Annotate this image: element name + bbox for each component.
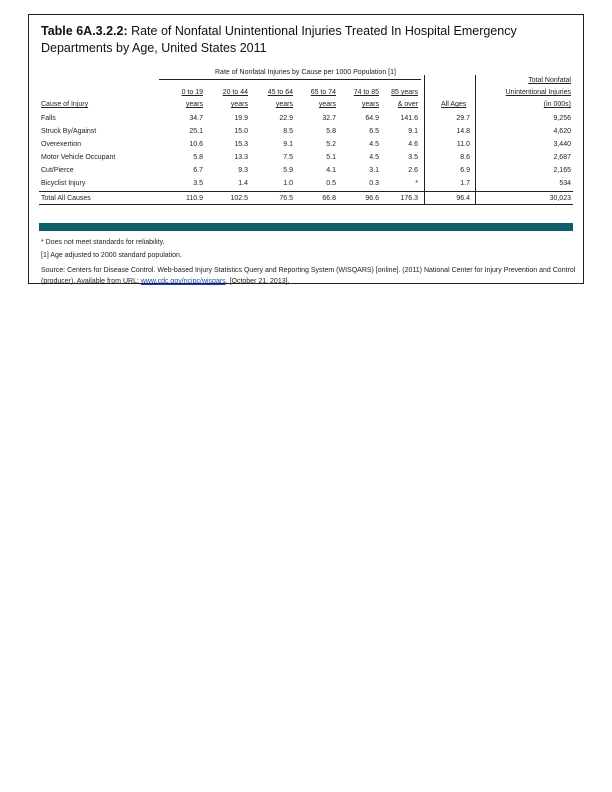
- total-row-rule: [39, 191, 573, 192]
- age-header-line1: 74 to 85: [353, 89, 379, 96]
- table-title-number: Table 6A.3.2.2:: [41, 24, 128, 38]
- age-header-line1: 0 to 19: [181, 89, 203, 96]
- total-injuries-cell: 9,256: [553, 115, 571, 122]
- rate-cell: 9.1: [283, 141, 293, 148]
- rate-cell: 3.5: [408, 154, 418, 161]
- teal-band: [39, 223, 573, 231]
- source-link[interactable]: www.cdc.gov/ncipc/wisqars: [140, 278, 226, 285]
- row-cause-label: Motor Vehicle Occupant: [41, 154, 116, 161]
- age-header-line2: years: [318, 101, 336, 108]
- total-injuries-cell: 534: [559, 180, 571, 187]
- rate-cell: 2.6: [408, 167, 418, 174]
- rate-cell: 4.5: [369, 141, 379, 148]
- rate-cell: 9.1: [408, 128, 418, 135]
- column-divider-right: [475, 75, 476, 205]
- rate-cell: 64.9: [365, 115, 379, 122]
- age-header-line2: & over: [397, 101, 418, 108]
- group-header-rule: [159, 79, 421, 80]
- age-header-line2: years: [361, 101, 379, 108]
- row-cause-label: Cut/Pierce: [41, 167, 74, 174]
- rate-cell: 96.6: [365, 195, 379, 202]
- all-ages-cell: 96.4: [456, 195, 470, 202]
- source-note: [41, 265, 577, 287]
- rate-cell: 102.5: [230, 195, 248, 202]
- rate-cell: 34.7: [189, 115, 203, 122]
- rate-cell: 4.1: [326, 167, 336, 174]
- total-injuries-cell: 3,440: [553, 141, 571, 148]
- rate-cell: 3.1: [369, 167, 379, 174]
- rate-cell: 3.5: [193, 180, 203, 187]
- rate-cell: 6.7: [193, 167, 203, 174]
- rate-cell: 5.2: [326, 141, 336, 148]
- row-cause-label: Struck By/Against: [41, 128, 97, 135]
- age-header-line1: 85 years: [391, 89, 418, 96]
- rate-cell: 25.1: [189, 128, 203, 135]
- table-title-text: Rate of Nonfatal Unintentional Injuries Treated In Hospital Emergency Departments by Age, United States 2011: [41, 24, 517, 55]
- total-header-line1: Total Nonfatal: [528, 77, 571, 84]
- rate-cell: 1.4: [238, 180, 248, 187]
- source-date: . [October 21, 2013].: [225, 278, 290, 285]
- total-injuries-cell: 2,165: [553, 167, 571, 174]
- row-cause-label: Bicyclist Injury: [41, 180, 86, 187]
- rate-cell: 0.5: [326, 180, 336, 187]
- rate-cell: 5.1: [326, 154, 336, 161]
- rate-cell: 141.6: [400, 115, 418, 122]
- rate-cell: 8.5: [283, 128, 293, 135]
- rate-cell: 10.6: [189, 141, 203, 148]
- rate-cell: 15.3: [234, 141, 248, 148]
- rate-cell: 19.9: [234, 115, 248, 122]
- rate-cell: 4.5: [369, 154, 379, 161]
- all-ages-cell: 6.9: [460, 167, 470, 174]
- row-cause-label: Falls: [41, 115, 56, 122]
- table-title: [41, 23, 571, 57]
- rate-cell: 66.8: [322, 195, 336, 202]
- note-reliability: * Does not meet standards for reliability.: [41, 239, 165, 246]
- column-divider-left: [424, 75, 425, 205]
- rate-cell: 5.9: [283, 167, 293, 174]
- rate-cell: 22.9: [279, 115, 293, 122]
- note-age-adjusted: [1] Age adjusted to 2000 standard population.: [41, 252, 182, 259]
- all-ages-cell: 1.7: [460, 180, 470, 187]
- rate-cell: 15.0: [234, 128, 248, 135]
- rate-cell: 13.3: [234, 154, 248, 161]
- age-header-line1: 45 to 64: [267, 89, 293, 96]
- all-ages-cell: 29.7: [456, 115, 470, 122]
- rate-cell: 0.3: [369, 180, 379, 187]
- age-header-line2: years: [230, 101, 248, 108]
- rate-cell: 9.3: [238, 167, 248, 174]
- rate-cell: 32.7: [322, 115, 336, 122]
- total-injuries-cell: 2,687: [553, 154, 571, 161]
- row-cause-label: Overexertion: [41, 141, 82, 148]
- source-text: Source: Centers for Disease Control. Web-based Injury Statistics Query and Reporting System (WISQARS) [online]. (2011) National Center for Injury Prevention and Control (producer). Available from URL:: [41, 267, 576, 285]
- rate-cell: 110.9: [186, 195, 203, 202]
- age-header-line2: years: [185, 101, 203, 108]
- cause-header: Cause of Injury: [41, 101, 89, 108]
- rate-cell: 1.0: [283, 180, 293, 187]
- total-header-line3: (in 000s): [543, 101, 571, 108]
- rate-cell: *: [415, 180, 418, 187]
- all-ages-header: All Ages: [441, 101, 467, 108]
- table-frame: [28, 14, 584, 284]
- total-header-line2: Unintentional Injuries: [505, 89, 571, 96]
- all-ages-cell: 14.8: [456, 128, 470, 135]
- rate-cell: 4.6: [408, 141, 418, 148]
- total-injuries-cell: 30,023: [549, 195, 571, 202]
- age-header-line2: years: [275, 101, 293, 108]
- rate-cell: 5.8: [326, 128, 336, 135]
- table-bottom-rule: [39, 204, 573, 205]
- all-ages-cell: 11.0: [456, 141, 470, 148]
- group-header: Rate of Nonfatal Injuries by Cause per 1000 Population [1]: [215, 69, 396, 76]
- rate-cell: 176.3: [400, 195, 418, 202]
- rate-cell: 76.5: [279, 195, 293, 202]
- total-injuries-cell: 4,620: [553, 128, 571, 135]
- rate-cell: 6.5: [369, 128, 379, 135]
- rate-cell: 5.8: [193, 154, 203, 161]
- row-cause-label: Total All Causes: [41, 195, 91, 202]
- rate-cell: 7.5: [283, 154, 293, 161]
- age-header-line1: 65 to 74: [310, 89, 336, 96]
- age-header-line1: 20 to 44: [222, 89, 248, 96]
- all-ages-cell: 8.6: [460, 154, 470, 161]
